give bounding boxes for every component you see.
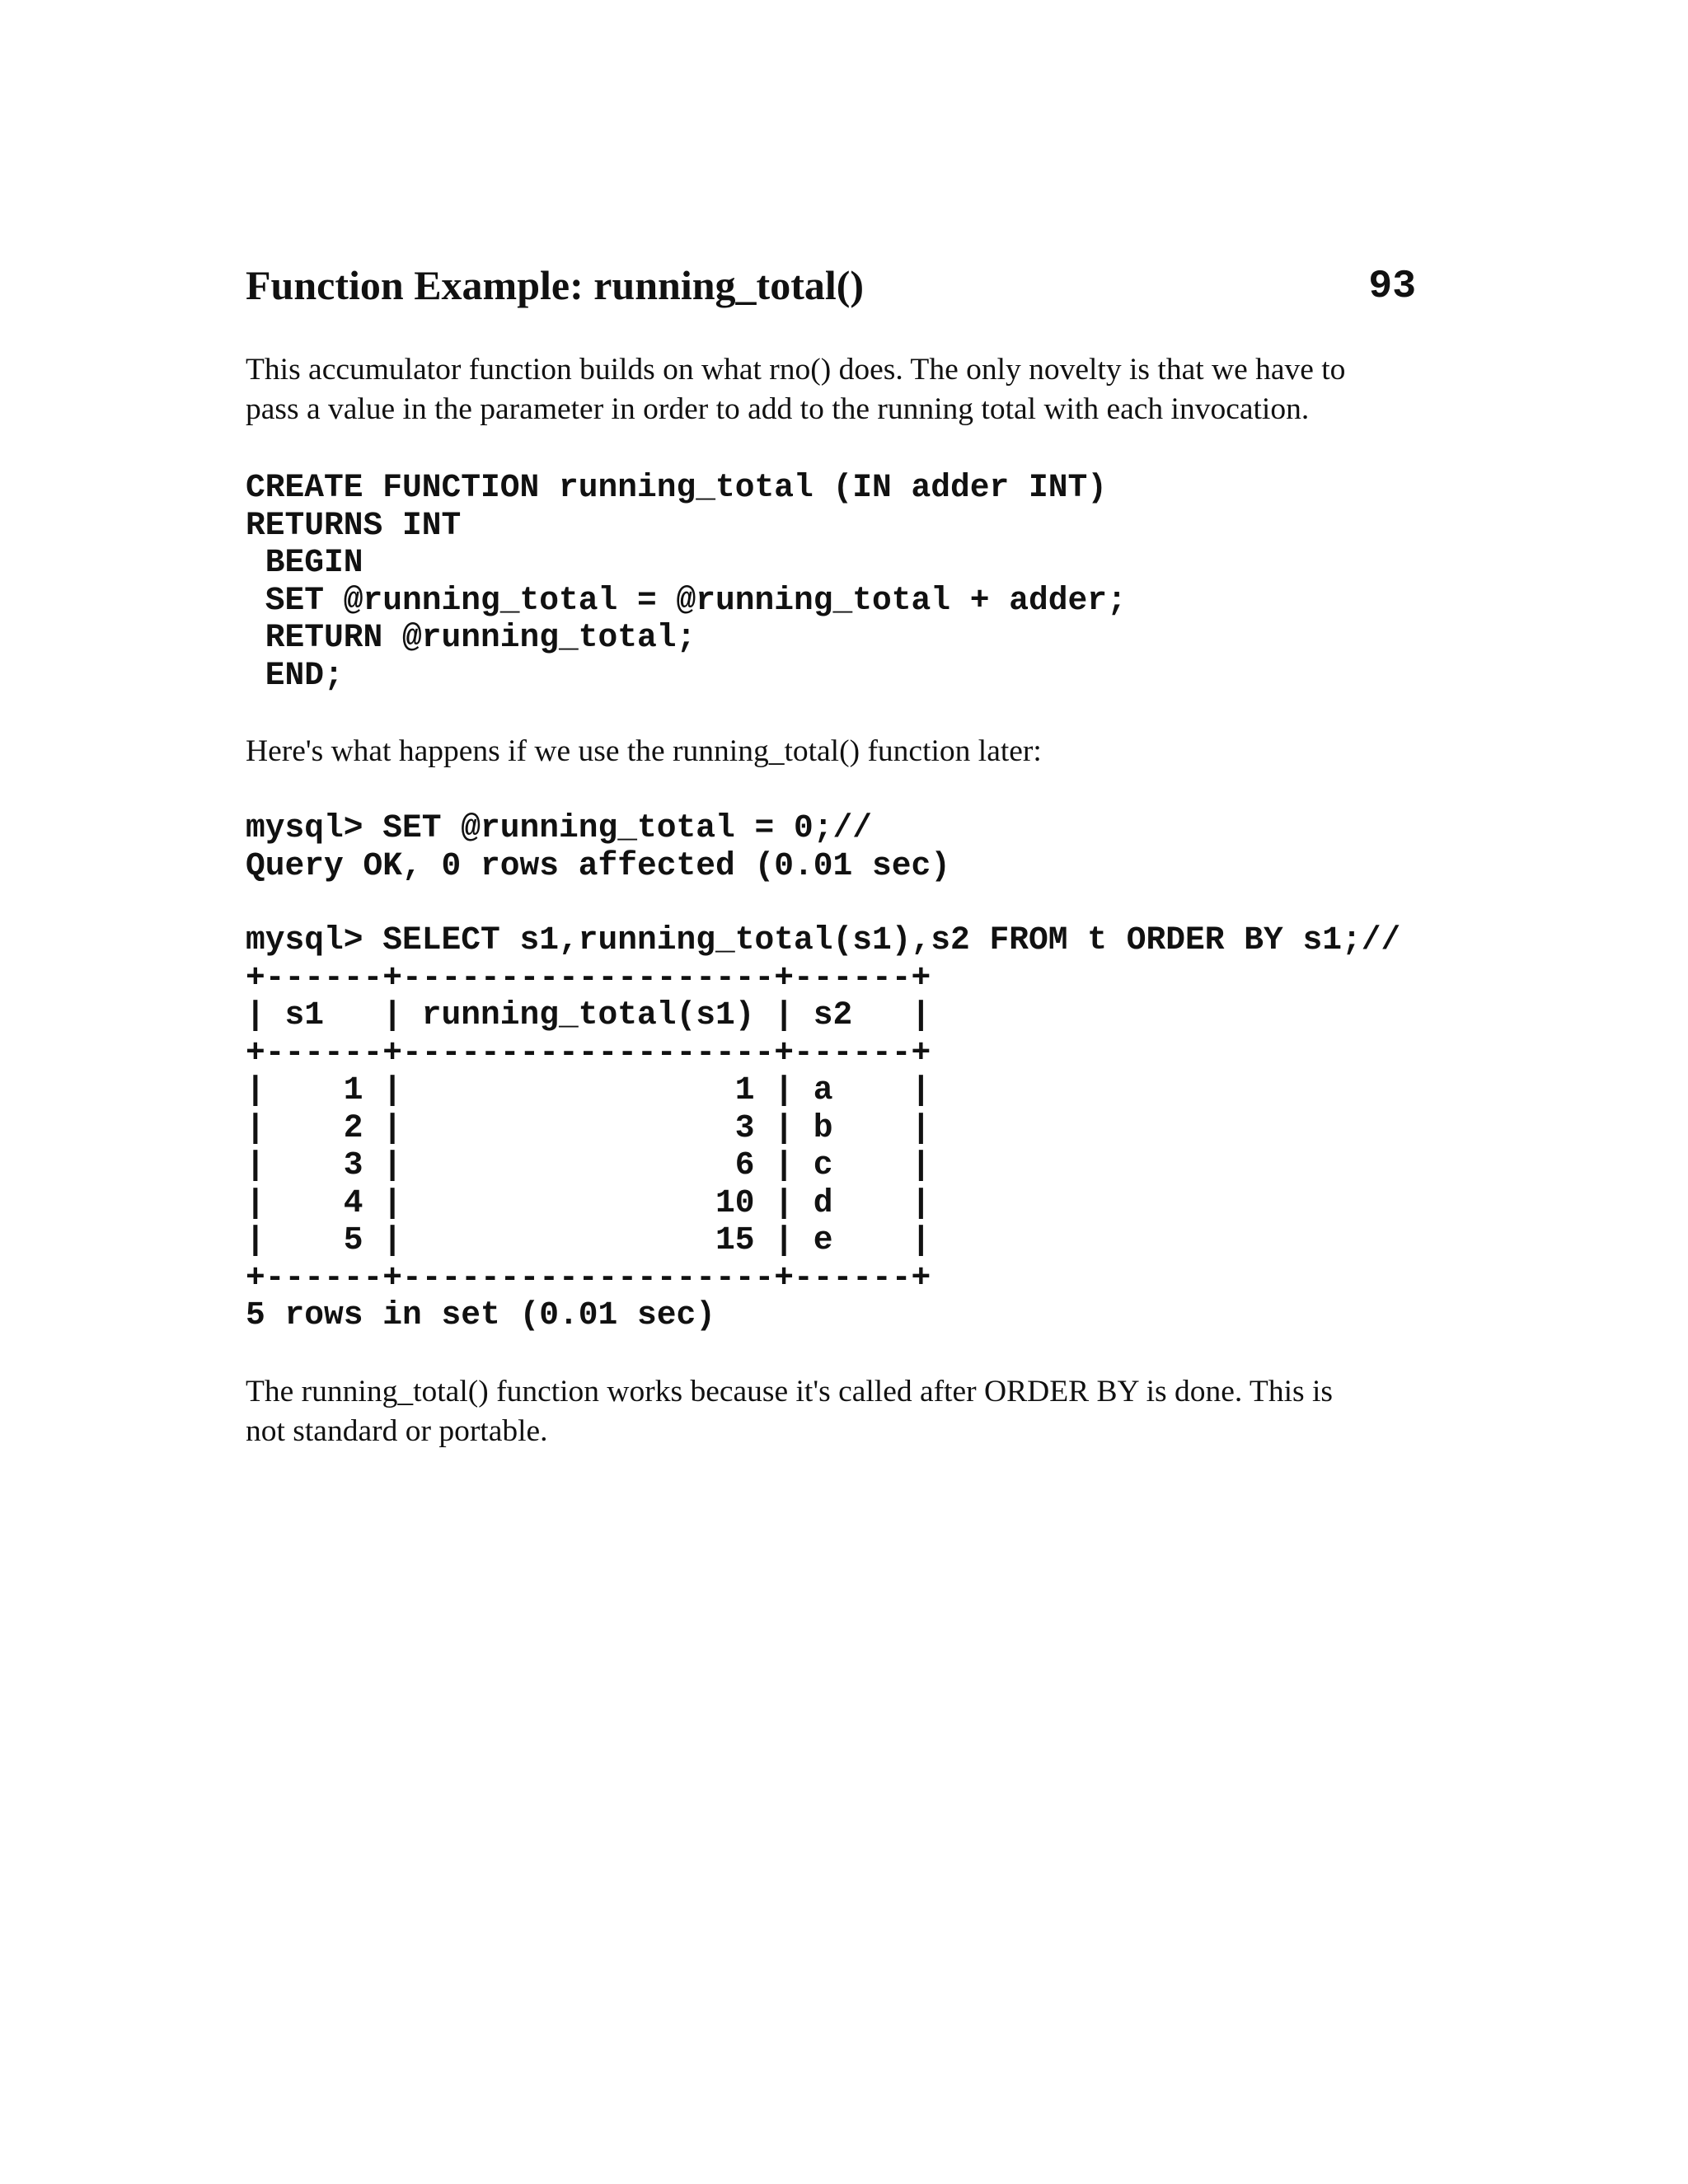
page-number: 93 (1368, 265, 1416, 309)
usage-paragraph: Here's what happens if we use the running_total() function later: (246, 734, 1042, 768)
intro-paragraph (246, 350, 1416, 429)
set-command-block: mysql> SET @running_total = 0;// Query OK, 0 rows affected (0.01 sec) (246, 809, 951, 884)
closing-paragraph (246, 1372, 1416, 1451)
closing-line-2: not standard or portable. (246, 1413, 548, 1448)
select-result-block: mysql> SELECT s1,running_total(s1),s2 FROM t ORDER BY s1;// +------+-------------------+------+ | s1 | running_total(s1) | s2 | +------+-------------------+------+ | 1 | 1 | a | | 2 | 3 | b | | 3 | 6 | c | | 4 | 10 | d | | 5 | 15 | e | +------+-------------------+------+ 5 rows in set (0.01 sec) (246, 921, 1401, 1333)
closing-line-1: The running_total() function works because it's called after ORDER BY is done. This is (246, 1374, 1333, 1408)
intro-line-2: pass a value in the parameter in order to add to the running total with each invocation. (246, 392, 1310, 426)
page-header (246, 247, 1416, 313)
function-code-block: CREATE FUNCTION running_total (IN adder INT) RETURNS INT BEGIN SET @running_total = @running_total + adder; RETURN @running_total; END; (246, 469, 1127, 694)
document-page (246, 247, 1416, 1451)
page-title: Function Example: running_total() (246, 262, 865, 308)
intro-line-1: This accumulator function builds on what rno() does. The only novelty is that we have to (246, 353, 1346, 387)
